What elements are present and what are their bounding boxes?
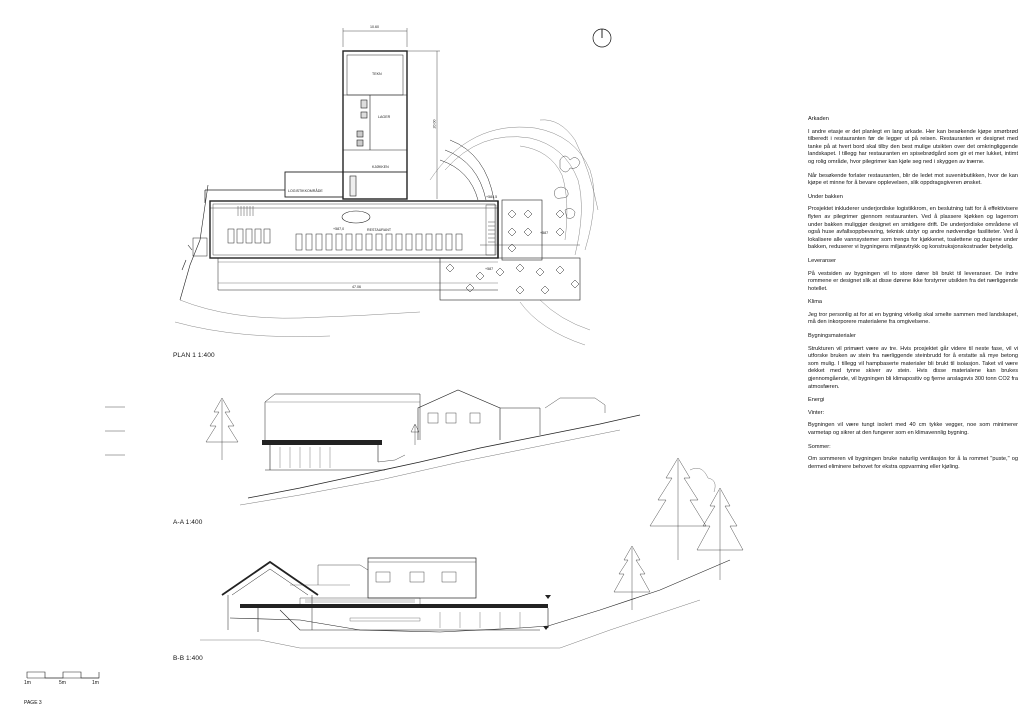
section-aa [105,390,640,505]
table [336,234,342,250]
table [255,229,261,243]
heading-leveranser: Leveranser [808,257,836,264]
outdoor-table [466,284,474,292]
tree-icon [206,398,238,460]
heading-energi: Energi [808,397,825,404]
outdoor-table [536,268,544,276]
table [436,234,442,250]
table [346,234,352,250]
table [326,234,332,250]
outdoor-table [516,264,524,272]
paragraph: I andre etasje er det planlegt en lang arkade. Her kan besøkende kjøpe smørbrød tilberedt i restauranten før de legger ut på reisen. Restauranten er designet med tanke på at hvert bord skal tilby den best mulige utsikten over det omkringliggende landskapet. I tillegg har restauranten en spisebrødgård som gir et mer lukket, intimt og rolig område, hvor pilegrimer kan kjøle seg ned i skyggen av trærne. [808,128,1018,165]
table [316,234,322,250]
table [456,234,462,250]
elevation-label: +587 [485,267,494,271]
outdoor-table [508,210,516,218]
table [296,234,302,250]
outdoor-table [556,228,564,236]
room-lager-label: LAGER [378,115,391,119]
paragraph: Når besøkende forlater restauranten, blir de ledet mot suvenirbutikken, hvor de kan kjøpe et minne for å bevare opplevelsen, slik oppdragsgiveren ønsket. [808,172,1018,187]
dim-bottom-label: 47.06 [352,285,361,289]
scale-bar [27,672,99,678]
outdoor-table [508,228,516,236]
table [426,234,432,250]
heading-vinter: Vinter: [808,409,825,416]
outdoor-table [556,210,564,218]
outdoor-table [541,286,549,294]
tree-icon [650,458,706,560]
table [446,234,452,250]
outdoor-table [571,280,579,288]
scale-label-1b: 1m [92,680,99,686]
elevation-label: +584,5 [486,195,498,199]
elevation-label: +587 [540,231,549,235]
section-bb [200,558,730,648]
room-logistikk-label: LOGISTIKKOMRÅDE [288,189,323,193]
floor-plan [175,28,598,345]
outdoor-table [476,272,484,280]
section-aa-title: A-A 1:400 [173,519,203,526]
dim-top-label: 10.60 [370,25,379,29]
table [416,234,422,250]
paragraph: Prosjektet inkluderer underjordiske logistikkrom, en beslutning tatt for å effektivisere flyten av pilegrimer gjennom restauranten. Ved å plassere kjøkken og lagerrom under bakken muliggjør designet en smidigere drift. De underjordiske områdene vil også huse avfallsoppbevaring, teknisk utstyr og andre nødvendige fasiliteter. Ved å lokalisere alle vannsystemer som trengs for kjøkkenet, toalettene og dusjene under bakken, reduserer vi bygningens miljøavtrykk og konstruksjonskostnader betydelig. [808,206,1018,251]
tree-icon [614,546,650,610]
outdoor-table [446,264,454,272]
tree-icon [697,488,743,580]
table [366,234,372,250]
heading-bygningsmaterialer: Bygningsmaterialer [808,333,856,340]
table [237,229,243,243]
table [246,229,252,243]
outdoor-table [496,268,504,276]
paragraph: På vestsiden av bygningen vil to store dører bli brukt til leveranser. De indre rommene er designet slik at disse dørene ikke forstyrrer utsikten fra det nærliggende hotellet. [808,270,1018,292]
table [376,234,382,250]
scale-label-5: 5m [59,680,66,686]
table [356,234,362,250]
room-kjokken-label: KJØKKEN [372,165,389,169]
paragraph: Jeg tror personlig at for at en bygning virkelig skal smelte sammen med landskapet, må den inkorporere materialene fra omgivelsene. [808,311,1018,326]
paragraph: Om sommeren vil bygningen bruke naturlig ventilasjon for å la rommet "puste," og dermed eliminere behovet for ekstra oppvarming eller kjøling. [808,456,1018,470]
heading-under-bakken: Under bakken [808,193,843,200]
table [264,229,270,243]
scale-label-1: 1m [24,680,31,686]
room-restaurant-label: RESTAURANT [367,228,392,232]
table [306,234,312,250]
heading-arkaden: Arkaden [808,116,829,122]
page-number: PAGE 3 [24,700,42,706]
outdoor-table [524,228,532,236]
outdoor-table [524,210,532,218]
table [386,234,392,250]
paragraph: Bygningen vil være tungt isolert med 40 cm tykke vegger, noe som minimerer varmetap og sikrer at den fungerer som en klimavennlig bygning. [808,422,1018,436]
heading-klima: Klima [808,299,822,306]
dim-side-label: 20.00 [432,119,437,129]
outdoor-table [516,286,524,294]
description-column [808,116,1018,477]
table [406,234,412,250]
plan-title: PLAN 1 1:400 [173,352,215,359]
heading-sommer: Sommer: [808,443,831,450]
room-tech-label: TEKN [372,72,382,76]
table [396,234,402,250]
paragraph: Strukturen vil primært være av tre. Hvis prosjektet går videre til neste fase, vil vi utforske bruken av stein fra nærliggende steinbrudd for å erstatte så mye betong som mulig. I tillegg vil hampbaserte materialer bli brukt til isolasjon. Taket vil være dekket med tynne skiver av stein. Hvis disse materialene kan brukes gjennomgående, vil bygningen bli klimapositiv og fjerne anslagsvis 300 tonn CO2 fra atmosfæren. [808,345,1018,390]
outdoor-table [556,266,564,274]
table [228,229,234,243]
elevation-label: +587,0 [333,227,345,231]
section-bb-title: B-B 1:400 [173,655,203,662]
